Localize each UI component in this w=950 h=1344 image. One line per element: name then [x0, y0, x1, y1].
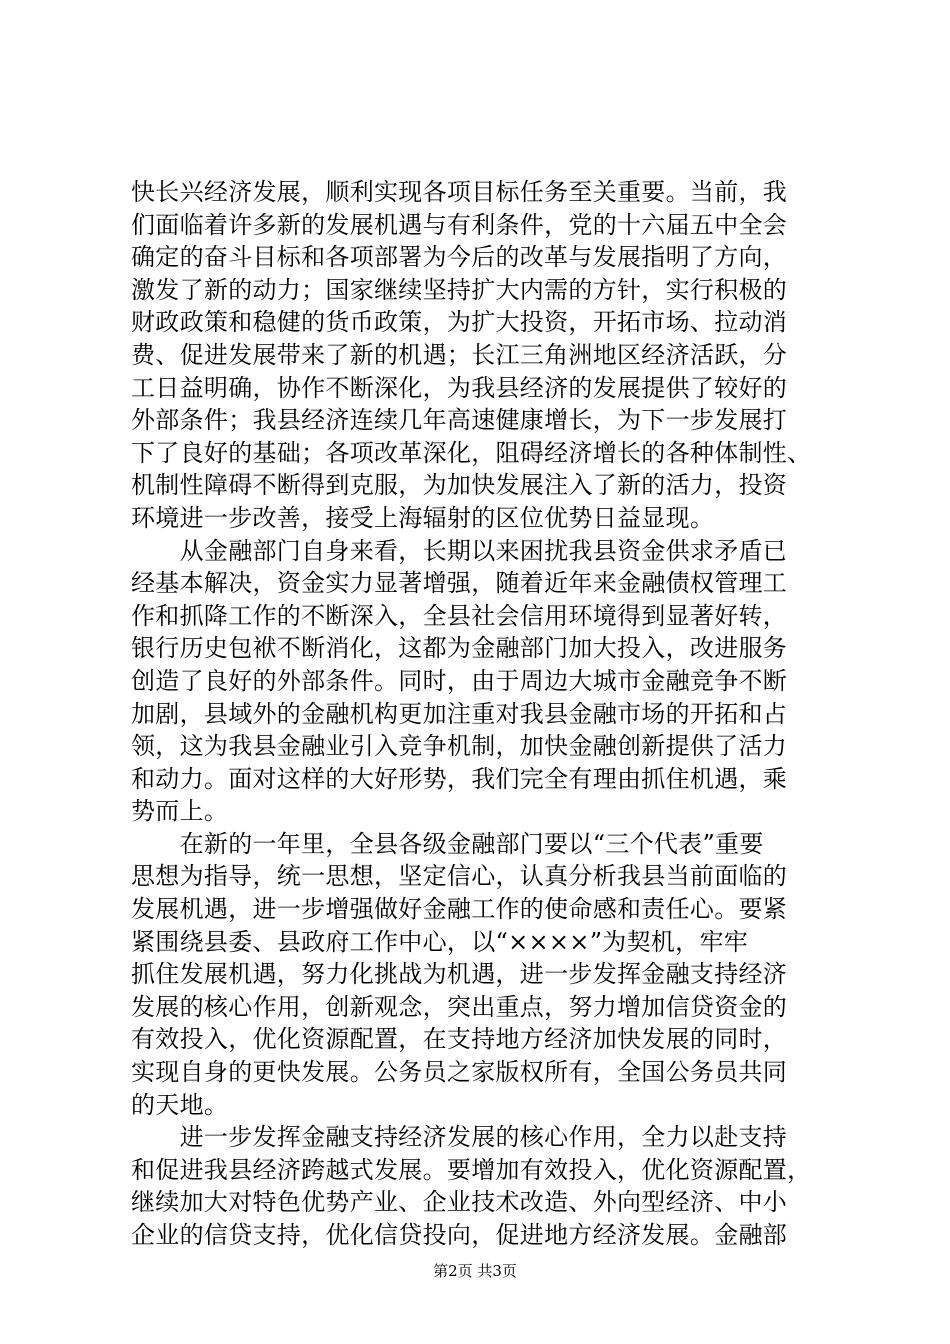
text-line: 作和抓降工作的不断深入，全县社会信用环境得到显著好转，: [131, 601, 788, 630]
text-line: 快长兴经济发展，顺利实现各项目标任务至关重要。当前，我: [131, 178, 788, 206]
text-line: 有效投入，优化资源配置，在支持地方经济加快发展的同时，: [131, 1025, 788, 1054]
text-line: 财政政策和稳健的货币政策，为扩大投资，开拓市场、拉动消: [131, 308, 788, 337]
text-line: 费、促进发展带来了新的机遇；长江三角洲地区经济活跃，分: [131, 340, 788, 369]
document-body: [131, 176, 831, 1252]
text-line: 下了良好的基础；各项改革深化，阻碍经济增长的各种体制性、: [131, 438, 812, 467]
text-line: 加剧，县域外的金融机构更加注重对我县金融市场的开拓和占: [131, 699, 788, 728]
text-line: 的天地。: [131, 1090, 229, 1119]
text-line: 们面临着许多新的发展机遇与有利条件，党的十六届五中全会: [131, 210, 788, 239]
text-line: 继续加大对特色优势产业、企业技术改造、外向型经济、中小: [131, 1188, 788, 1217]
text-line: 在新的一年里，全县各级金融部门要以“三个代表”重要: [131, 829, 764, 858]
text-line: 发展机遇，进一步增强做好金融工作的使命感和责任心。要紧: [131, 895, 788, 924]
text-line: 从金融部门自身来看，长期以来困扰我县资金供求矛盾已: [131, 536, 788, 565]
text-line: 势而上。: [131, 797, 229, 826]
text-line: 实现自身的更快发展。公务员之家版权所有，全国公务员共同: [131, 1058, 788, 1087]
text-line: 创造了良好的外部条件。同时，由于周边大城市金融竞争不断: [131, 666, 788, 695]
text-line: 领，这为我县金融业引入竞争机制，加快金融创新提供了活力: [131, 732, 788, 761]
text-line: 企业的信贷支持，优化信贷投向，促进地方经济发展。金融部: [131, 1221, 788, 1249]
text-line: 思想为指导，统一思想，坚定信心，认真分析我县当前面临的: [131, 862, 788, 891]
text-line: 激发了新的动力；国家继续坚持扩大内需的方针，实行积极的: [131, 275, 788, 304]
page-number-footer: 第2页 共3页: [433, 1262, 517, 1280]
text-line: 银行历史包袱不断消化，这都为金融部门加大投入，改进服务: [131, 634, 788, 663]
text-line: 发展的核心作用，创新观念，突出重点，努力增加信贷资金的: [131, 992, 788, 1021]
text-line: 和动力。面对这样的大好形势，我们完全有理由抓住机遇，乘: [131, 764, 788, 793]
text-line: 经基本解决，资金实力显著增强，随着近年来金融债权管理工: [131, 569, 788, 598]
text-line: 紧围绕县委、县政府工作中心，以“××××”为契机，牢牢: [131, 927, 749, 956]
text-line: 工日益明确，协作不断深化，为我县经济的发展提供了较好的: [131, 373, 788, 402]
text-line: 和促进我县经济跨越式发展。要增加有效投入，优化资源配置，: [131, 1155, 812, 1184]
text-line: 环境进一步改善，接受上海辐射的区位优势日益显现。: [131, 503, 715, 532]
text-line: 进一步发挥金融支持经济发展的核心作用，全力以赴支持: [131, 1123, 788, 1152]
text-line: 机制性障碍不断得到克服，为加快发展注入了新的活力，投资: [131, 471, 788, 500]
text-line: 确定的奋斗目标和各项部署为今后的改革与发展指明了方向，: [131, 243, 788, 272]
text-line: 抓住发展机遇，努力化挑战为机遇，进一步发挥金融支持经济: [131, 960, 788, 989]
text-line: 外部条件；我县经济连续几年高速健康增长，为下一步发展打: [131, 406, 788, 435]
